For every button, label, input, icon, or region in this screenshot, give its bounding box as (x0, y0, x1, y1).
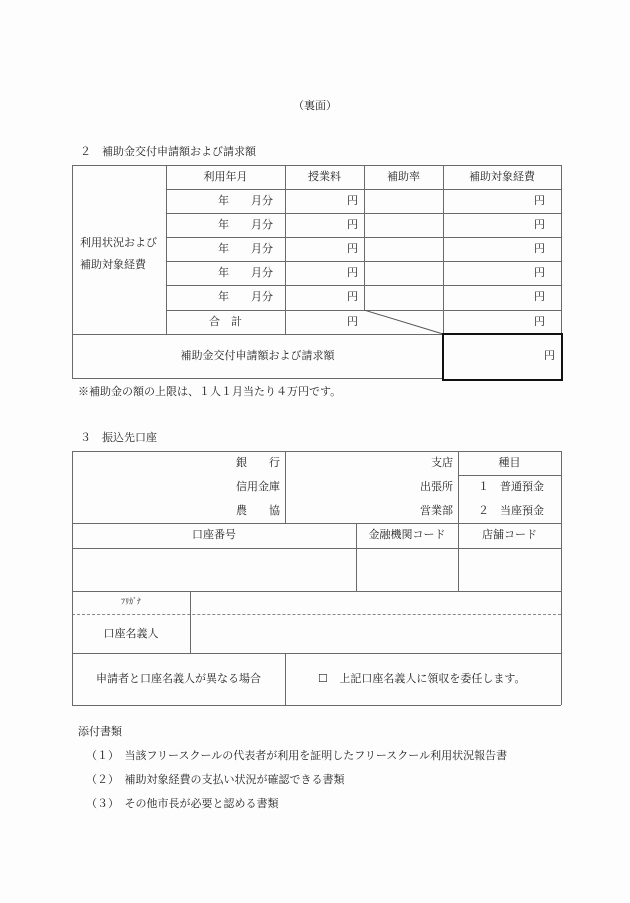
attachment-item: （１） 当該フリースクールの代表者が利用を証明したフリースクール利用状況報告書 (86, 749, 508, 762)
section3-heading: ３ 振込先口座 (80, 431, 157, 444)
col-tuition: 授業料 (308, 170, 341, 183)
branch-code-input[interactable] (459, 549, 560, 590)
expense-cell[interactable]: 円 (534, 266, 545, 279)
type-agri-coop[interactable]: 農 協 (236, 504, 280, 517)
account-type-ordinary[interactable]: １ 普通預金 (478, 480, 544, 493)
account-number-input[interactable] (73, 549, 355, 590)
page-label: （裏面） (293, 99, 337, 112)
delegate-text: 上記口座名義人に領収を委任します。 (339, 672, 526, 685)
holder-label: 口座名義人 (103, 627, 159, 640)
tuition-cell[interactable]: 円 (347, 290, 358, 303)
tuition-cell[interactable]: 円 (347, 194, 358, 207)
month-cell[interactable]: 年 月分 (218, 242, 273, 255)
checkbox-icon[interactable]: ☐ (318, 672, 328, 685)
delegate-checkbox[interactable] (318, 667, 526, 691)
expense-total[interactable]: 円 (534, 315, 545, 328)
bank-code-label: 金融機関コード (368, 528, 446, 541)
type-credit-union[interactable]: 信用金庫 (236, 480, 280, 493)
bank-code-input[interactable] (357, 549, 457, 590)
diagonal-slash (364, 310, 444, 335)
expense-cell[interactable]: 円 (534, 194, 545, 207)
total-label: 合 計 (209, 315, 242, 328)
account-type-current[interactable]: ２ 当座預金 (478, 504, 544, 517)
holder-input[interactable] (191, 615, 560, 652)
tuition-total[interactable]: 円 (347, 315, 358, 328)
expense-cell[interactable]: 円 (534, 242, 545, 255)
account-type-header: 種目 (498, 456, 521, 469)
branch-type-branch[interactable]: 支店 (431, 456, 453, 469)
claim-unit: 円 (544, 349, 555, 362)
tuition-cell[interactable]: 円 (347, 266, 358, 279)
row-header: 補助対象経費 (80, 258, 146, 271)
month-cell[interactable]: 年 月分 (218, 290, 273, 303)
furigana-label: ﾌﾘｶﾞﾅ (121, 597, 141, 606)
attachment-item: （２） 補助対象経費の支払い状況が確認できる書類 (86, 773, 345, 786)
type-bank[interactable]: 銀 行 (236, 456, 280, 469)
account-number-label: 口座番号 (192, 528, 236, 541)
month-cell[interactable]: 年 月分 (218, 266, 273, 279)
branch-code-label: 店舗コード (482, 528, 537, 541)
expense-cell[interactable]: 円 (534, 218, 545, 231)
attachment-item: （３） その他市長が必要と認める書類 (86, 797, 279, 810)
col-month: 利用年月 (203, 170, 248, 183)
row-header: 利用状況および (80, 236, 157, 249)
col-expense: 補助対象経費 (469, 170, 535, 183)
tuition-cell[interactable]: 円 (347, 242, 358, 255)
month-cell[interactable]: 年 月分 (218, 194, 273, 207)
furigana-input[interactable] (191, 592, 560, 613)
section2-heading: ２ 補助金交付申請額および請求額 (80, 145, 256, 158)
claim-label: 補助金交付申請額および請求額 (180, 349, 335, 362)
col-rate: 補助率 (387, 170, 420, 183)
different-holder-label: 申請者と口座名義人が異なる場合 (96, 672, 261, 685)
month-cell[interactable]: 年 月分 (218, 218, 273, 231)
tuition-cell[interactable]: 円 (347, 218, 358, 231)
branch-type-office[interactable]: 出張所 (420, 480, 453, 493)
expense-cell[interactable]: 円 (534, 290, 545, 303)
attachments-heading: 添付書類 (78, 725, 122, 738)
branch-type-sales[interactable]: 営業部 (420, 504, 453, 517)
limit-note: ※補助金の額の上限は、１人１月当たり４万円です。 (78, 385, 342, 398)
